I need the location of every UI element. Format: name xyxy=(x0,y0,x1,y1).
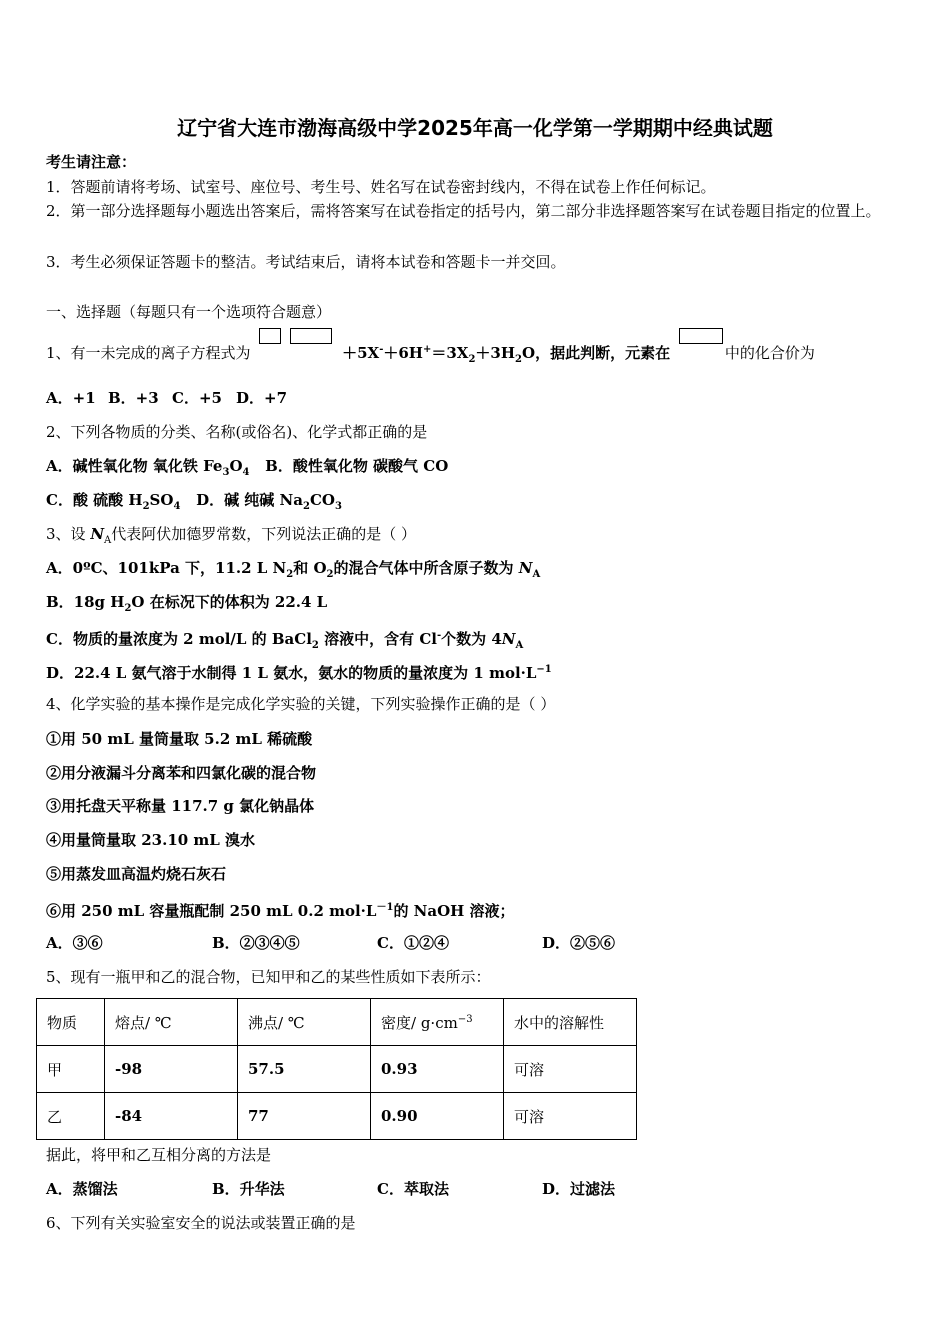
table-header-cell xyxy=(371,999,504,1046)
table-cell: -84 xyxy=(105,1093,238,1140)
q2-sub: 3 xyxy=(334,501,342,512)
table-header-cell: 沸点/ ℃ xyxy=(238,999,371,1046)
q5-option-d: D．过滤法 xyxy=(542,1180,616,1198)
q3-part: A．0ºC、101kPa 下，11.2 L N xyxy=(46,559,287,577)
blank-box xyxy=(259,328,281,344)
q2-option-a: A．碱性氧化物 氧化铁 Fe xyxy=(46,457,223,475)
property-table xyxy=(36,998,637,1140)
table-cell: 57.5 xyxy=(238,1046,371,1093)
q4-item-1: ①用 50 mL 量筒量取 5.2 mL 稀硫酸 xyxy=(46,730,313,748)
q3-na: N xyxy=(501,630,516,648)
q3-part: 3、设 xyxy=(46,525,91,543)
table-cell: -98 xyxy=(105,1046,238,1093)
q4-option-b: B．②③④⑤ xyxy=(212,934,300,952)
q3-sub: A xyxy=(104,535,112,546)
q3-sup: −1 xyxy=(536,664,552,675)
q3-part: B．18g H xyxy=(46,593,125,611)
question-5-stem: 5、现有一瓶甲和乙的混合物，已知甲和乙的某些性质如下表所示： xyxy=(46,968,491,986)
density-sup: −3 xyxy=(457,1013,473,1025)
q2-sub: 3 xyxy=(222,467,230,478)
q1-suffix: 中的化合价为 xyxy=(724,344,815,362)
q3-part: O 在标况下的体积为 22.4 L xyxy=(131,593,328,611)
q3-sub: A xyxy=(515,640,524,651)
table-cell: 0.90 xyxy=(371,1093,504,1140)
q3-part: 和 O xyxy=(293,559,327,577)
q2-sub: 2 xyxy=(302,501,310,512)
q1-part: ＋5X xyxy=(342,344,380,362)
q4-item-4: ④用量筒量取 23.10 mL 溴水 xyxy=(46,831,256,849)
q1-sub: 2 xyxy=(468,354,476,365)
table-row xyxy=(37,1093,637,1140)
q3-part: C．物质的量浓度为 2 mol/L 的 BaCl xyxy=(46,630,312,648)
q1-option-c: C．+5 xyxy=(172,389,222,407)
q4-sup: －1 xyxy=(376,902,394,913)
notice-item-2: 2．第一部分选择题每小题选出答案后，需将答案写在试卷指定的括号内，第二部分非选择题答案写在试卷题目指定的位置上。 xyxy=(46,202,881,220)
q4-option-a: A．③⑥ xyxy=(46,934,103,952)
section-heading: 一、选择题（每题只有一个选项符合题意） xyxy=(46,303,332,321)
question-2-stem: 2、下列各物质的分类、名称(或俗名)、化学式都正确的是 xyxy=(46,423,428,441)
table-cell: 可溶 xyxy=(504,1046,637,1093)
q2-part: SO xyxy=(149,491,174,509)
q5-option-c: C．萃取法 xyxy=(377,1180,449,1198)
table-cell: 可溶 xyxy=(504,1093,637,1140)
q1-option-b: B．+3 xyxy=(108,389,159,407)
table-header-cell: 物质 xyxy=(37,999,105,1046)
q5-option-b: B．升华法 xyxy=(212,1180,285,1198)
blank-box xyxy=(290,328,332,344)
q3-sub: 2 xyxy=(286,569,294,580)
q2-option-d: D．碱 纯碱 Na xyxy=(196,491,303,509)
table-header-cell: 水中的溶解性 xyxy=(504,999,637,1046)
q3-sub: A xyxy=(532,569,541,580)
q4-option-d: D．②⑤⑥ xyxy=(542,934,616,952)
table-row xyxy=(37,1046,637,1093)
q2-options-cd xyxy=(46,490,342,517)
q2-sub: 4 xyxy=(242,467,250,478)
q3-option-c xyxy=(46,626,523,656)
q2-option-b: B．酸性氧化物 碳酸气 CO xyxy=(265,457,449,475)
notice-item-1: 1．答题前请将考场、试室号、座位号、考生号、姓名写在试卷密封线内，不得在试卷上作任何标记。 xyxy=(46,178,716,196)
table-cell: 0.93 xyxy=(371,1046,504,1093)
q3-sup: - xyxy=(436,630,442,641)
q1-part: O，据此判断，元素在 xyxy=(522,344,671,362)
density-label: 密度/ g·cm xyxy=(381,1013,458,1032)
table-header-cell: 熔点/ ℃ xyxy=(105,999,238,1046)
q2-option-c: C．酸 硫酸 H xyxy=(46,491,143,509)
q4-option-c: C．①②④ xyxy=(377,934,449,952)
page-title: 辽宁省大连市渤海高级中学2025年高一化学第一学期期中经典试题 xyxy=(177,116,773,140)
q4-item-6 xyxy=(46,898,515,921)
q3-na: N xyxy=(518,559,533,577)
q4-part: ⑥用 250 mL 容量瓶配制 250 mL 0.2 mol·L xyxy=(46,902,377,920)
q1-part: ＝3X xyxy=(431,344,469,362)
q3-part: 个数为 4 xyxy=(441,630,502,648)
q3-sub: 2 xyxy=(124,603,132,614)
q4-part: 的 NaOH 溶液； xyxy=(393,902,515,920)
q1-option-a: A．+1 xyxy=(46,389,96,407)
q1-prefix: 1、有一未完成的离子方程式为 xyxy=(46,344,251,362)
question-1-stem xyxy=(46,340,815,370)
q3-part: 溶液中，含有 Cl xyxy=(318,630,437,648)
q3-part: 的混合气体中所含原子数为 xyxy=(333,559,519,577)
notice-heading: 考生请注意： xyxy=(46,153,137,171)
q2-part: CO xyxy=(309,491,335,509)
q3-sub: 2 xyxy=(326,569,334,580)
q1-sup: - xyxy=(379,344,384,355)
q2-sub: 2 xyxy=(142,501,150,512)
blank-box xyxy=(679,328,723,344)
question-3-stem xyxy=(46,524,416,551)
q2-sub: 4 xyxy=(173,501,181,512)
q4-item-3: ③用托盘天平称量 117.7 g 氯化钠晶体 xyxy=(46,797,315,815)
q2-part: O xyxy=(229,457,243,475)
question-6-stem: 6、下列有关实验室安全的说法或装置正确的是 xyxy=(46,1214,356,1232)
table-cell: 乙 xyxy=(37,1093,105,1140)
q4-item-2: ②用分液漏斗分离苯和四氯化碳的混合物 xyxy=(46,764,317,782)
q4-item-5: ⑤用蒸发皿高温灼烧石灰石 xyxy=(46,865,227,883)
q3-option-d xyxy=(46,660,552,683)
question-4-stem: 4、化学实验的基本操作是完成化学实验的关键，下列实验操作正确的是（ ） xyxy=(46,695,556,713)
q1-part: ＋6H xyxy=(383,344,423,362)
q3-sub: 2 xyxy=(311,640,319,651)
notice-item-3: 3．考生必须保证答题卡的整洁。考试结束后，请将本试卷和答题卡一并交回。 xyxy=(46,253,566,271)
q3-option-a xyxy=(46,558,540,585)
table-cell: 甲 xyxy=(37,1046,105,1093)
q2-options-ab xyxy=(46,456,448,483)
q3-part: D．22.4 L 氨气溶于水制得 1 L 氨水，氨水的物质的量浓度为 1 mol·L xyxy=(46,664,537,682)
q3-na: N xyxy=(90,525,105,543)
q3-option-b xyxy=(46,592,327,619)
q1-part: ＋3H xyxy=(475,344,516,362)
q1-sup: + xyxy=(422,344,432,355)
q5-option-a: A．蒸馏法 xyxy=(46,1180,118,1198)
q3-part: 代表阿伏加德罗常数，下列说法正确的是（ ） xyxy=(111,525,417,543)
table-header-row xyxy=(37,999,637,1046)
q1-option-d: D．+7 xyxy=(236,389,288,407)
q5-followup: 据此，将甲和乙互相分离的方法是 xyxy=(46,1146,272,1164)
table-cell: 77 xyxy=(238,1093,371,1140)
q1-sub: 2 xyxy=(515,354,522,365)
